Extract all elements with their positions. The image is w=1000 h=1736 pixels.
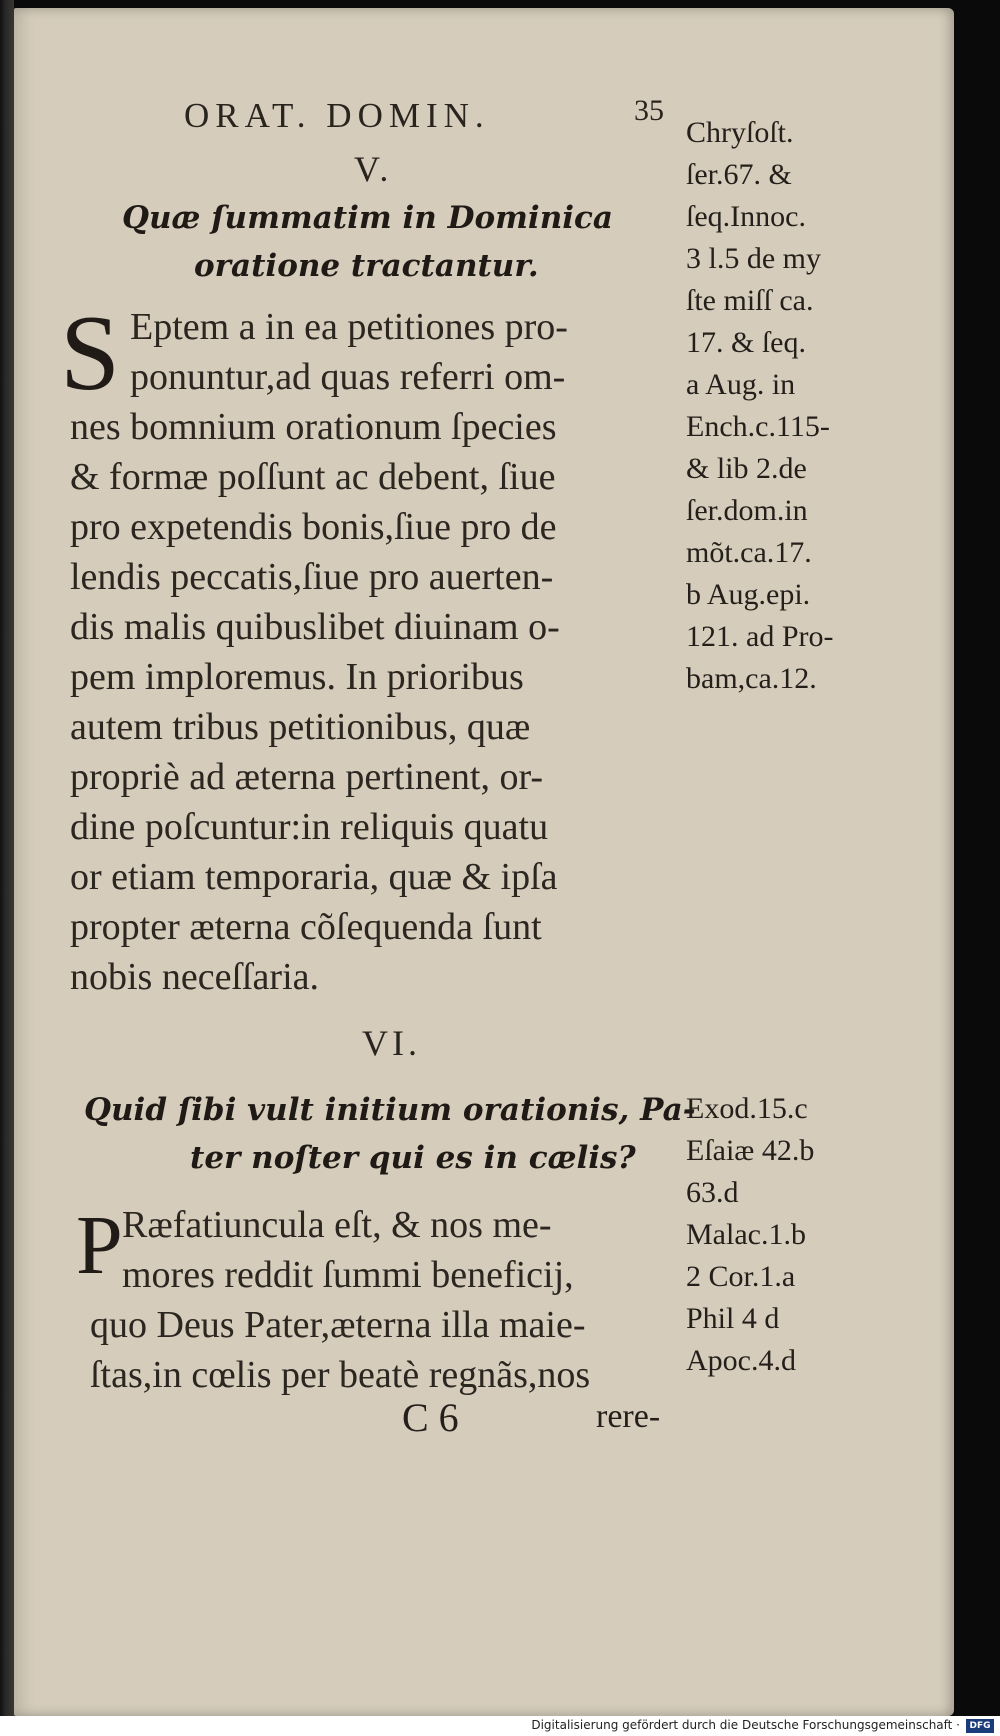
section-6-heading-line: ter noſter qui es in cælis? bbox=[190, 1140, 636, 1176]
body-line: propter æterna cõſequenda ſunt bbox=[70, 906, 542, 948]
margin-note: Apoc.4.d bbox=[686, 1344, 796, 1377]
body-line: autem tribus petitionibus, quæ bbox=[70, 706, 531, 748]
dfg-logo: DFG bbox=[966, 1719, 994, 1733]
body-line: ponuntur,ad quas referri om- bbox=[130, 356, 566, 398]
body-line: Eptem a in ea petitiones pro- bbox=[130, 306, 568, 348]
margin-note: b Aug.epi. bbox=[686, 578, 811, 611]
margin-note: ſte miſſ ca. bbox=[686, 284, 814, 317]
body-line: pem imploremus. In prioribus bbox=[70, 656, 524, 698]
section-5-body bbox=[70, 302, 630, 1002]
margin-note: a Aug. in bbox=[686, 368, 796, 401]
margin-note: ſer.dom.in bbox=[686, 494, 808, 527]
margin-note: Chryſoſt. bbox=[686, 116, 794, 149]
margin-note: 17. & ſeq. bbox=[686, 326, 806, 359]
body-line: nes bomnium orationum ſpecies bbox=[70, 406, 557, 448]
section-6-margin-notes bbox=[686, 1088, 814, 1382]
section-6-numeral: VI. bbox=[362, 1023, 421, 1063]
margin-note: mõt.ca.17. bbox=[686, 536, 812, 569]
book-page bbox=[14, 8, 954, 1716]
margin-note: 121. ad Pro- bbox=[686, 620, 834, 653]
margin-note: bam,ca.12. bbox=[686, 662, 817, 695]
margin-note: Eſaiæ 42.b bbox=[686, 1134, 815, 1167]
margin-note: & lib 2.de bbox=[686, 452, 807, 485]
body-line: nobis neceſſaria. bbox=[70, 956, 320, 998]
body-line: or etiam temporaria, quæ & ipſa bbox=[70, 856, 558, 898]
drop-cap-s: S bbox=[60, 294, 121, 413]
body-line: & formæ poſſunt ac debent, ſiue bbox=[70, 456, 556, 498]
section-5-heading-line: Quæ ſummatim in Dominica bbox=[122, 200, 613, 236]
credit-text: Digitalisierung gefördert durch die Deutsche Forschungsgemeinschaft · bbox=[531, 1718, 960, 1732]
body-line: dis malis quibuslibet diuinam o- bbox=[70, 606, 560, 648]
body-line: quo Deus Pater,æterna illa maie- bbox=[90, 1304, 586, 1346]
body-line: pro expetendis bonis,ſiue pro de bbox=[70, 506, 557, 548]
book-gutter bbox=[0, 0, 14, 1716]
body-line: lendis peccatis,ſiue pro auerten- bbox=[70, 556, 554, 598]
catchword: rere- bbox=[596, 1398, 661, 1435]
section-6-heading bbox=[84, 1086, 696, 1182]
margin-note: ſer.67. & bbox=[686, 158, 792, 191]
section-6-body bbox=[70, 1200, 630, 1400]
signature-mark: C 6 bbox=[402, 1395, 459, 1440]
margin-note: Ench.c.115- bbox=[686, 410, 830, 443]
margin-note: ſeq.Innoc. bbox=[686, 200, 806, 233]
body-line: propriè ad æterna pertinent, or- bbox=[70, 756, 543, 798]
margin-note: 63.d bbox=[686, 1176, 739, 1209]
margin-note: 2 Cor.1.a bbox=[686, 1260, 796, 1293]
section-5-heading bbox=[122, 194, 613, 290]
margin-note: Malac.1.b bbox=[686, 1218, 806, 1251]
page-number: 35 bbox=[634, 94, 664, 127]
body-line: Ræfatiuncula eſt, & nos me- bbox=[122, 1204, 552, 1246]
running-title: ORAT. DOMIN. bbox=[184, 96, 490, 135]
section-5-heading-line: oratione tractantur. bbox=[194, 248, 539, 284]
section-6-heading-line: Quid ſibi vult initium orationis, Pa- bbox=[84, 1092, 696, 1128]
body-line: ſtas,in cœlis per beatè regnãs,nos bbox=[90, 1354, 591, 1396]
body-line: dine poſcuntur:in reliquis quatu bbox=[70, 806, 549, 848]
section-5-margin-notes bbox=[686, 112, 833, 700]
margin-note: Phil 4 d bbox=[686, 1302, 780, 1335]
section-5-numeral: V. bbox=[354, 149, 393, 189]
body-line: mores reddit ſummi beneficij, bbox=[122, 1254, 574, 1296]
margin-note: 3 l.5 de my bbox=[686, 242, 821, 275]
drop-cap-p: P bbox=[76, 1199, 123, 1292]
margin-note: Exod.15.c bbox=[686, 1092, 808, 1125]
